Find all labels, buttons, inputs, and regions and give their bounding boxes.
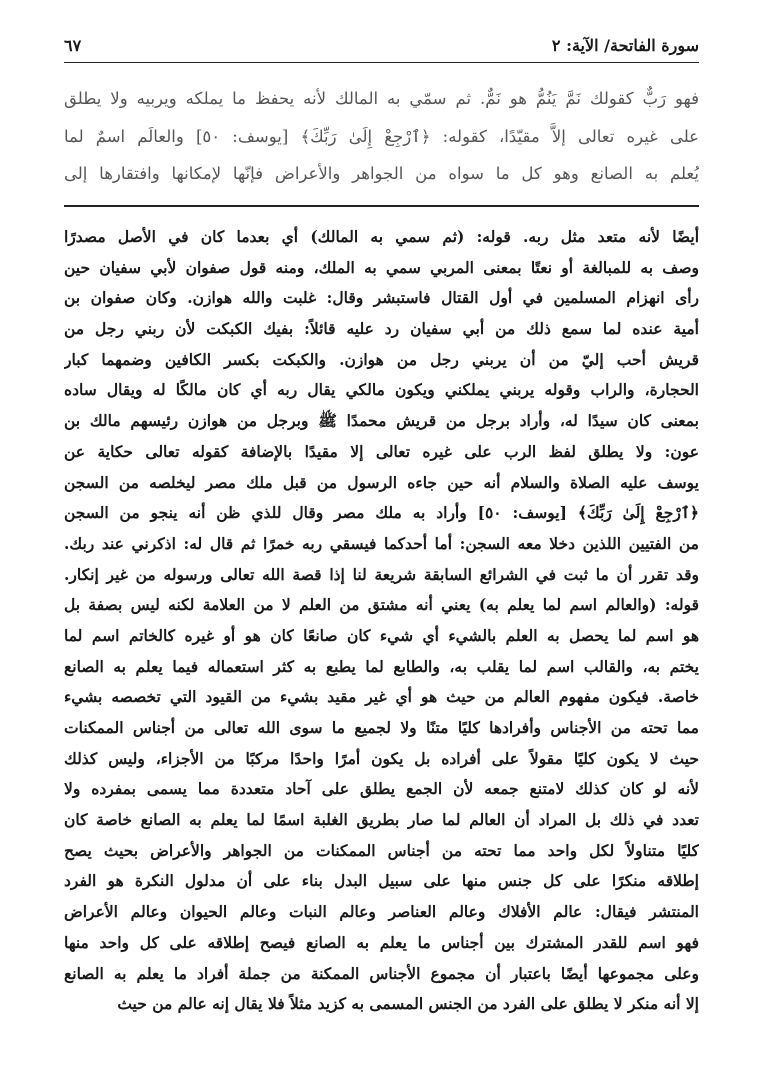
page-number: ٦٧ xyxy=(64,36,82,55)
text-line: يُعلم به الصانع وهو كل ما سواه من الجواهر والأعراض فإنّها لإمكانها وافتقارها إلى xyxy=(64,164,699,183)
text-line: يوسف عليه الصلاة والسلام أنه حين جاءه الرسول من قبل ملك مصر ليخلصه من السجن xyxy=(64,472,699,492)
text-line: فهو اسم للقدر المشترك بين أجناس ما يعلم به الصانع فيصح إطلاقه على كل واحد منها xyxy=(64,932,699,952)
text-line: تعدد في ذلك بل المراد أن العالم لما صار بطريق الغلبة اسمًا لما يعلم به الصانع خاصة كان xyxy=(64,810,699,830)
header-rule xyxy=(64,62,699,63)
commentary-text xyxy=(64,222,699,1067)
text-line: مما تحته من الأجناس وأفرادها كليًا متنًا ولا لجميع ما سوى الله تعالى من أجناس الممكنات xyxy=(64,718,699,737)
text-line: حيث لا يكون كليًا مقولاً على أفراده بل يكون أمرًا واحدًا مركبًا من الأجزاء، وليس كذلك xyxy=(64,748,699,768)
running-header xyxy=(64,30,699,60)
text-line: ﴿ٱرْجِعْ إِلَىٰ رَبِّكَ﴾ [يوسف: ٥٠] وأراد به ملك مصر وقال للذي ظن أنه ينجو من السجن xyxy=(64,503,699,523)
text-line: وقد تقرر أن ما ثبت في الشرائع السابقة شريعة لنا إذا قصة الله تعالى ورسوله من غير إنكار. xyxy=(64,564,699,584)
text-line: هو اسم لما يحصل به العلم بالشيء أي شيء كان صانعًا كان هو أو غيره كالخاتم اسم لما xyxy=(64,625,699,645)
commentary-separator-rule xyxy=(64,205,699,207)
text-line: المنتشر فيقال: عالم الأفلاك وعالم العناصر وعالم النبات وعالم الحيوان وعالم الأعراض xyxy=(64,902,699,922)
text-line: على غيره تعالى إلاَّ مقيّدًا، كقوله: ﴿ٱرْجِعْ إِلَىٰ رَبِّكَ﴾ [يوسف: ٥٠] والعالَم اسمٌ لما xyxy=(64,126,699,146)
text-line: خاصة. فيكون مفهوم العالم من حيث هو أي غير مقيد بشيء من القيود التي تخصصه بشيء xyxy=(64,687,699,707)
surah-title: سورة الفاتحة/ الآية: ٢ xyxy=(551,36,699,55)
main-text xyxy=(64,80,699,200)
text-line: فهو رَبٌّ كقولك نَمَّ يَنُمُّ هو نَمٌّ. ثم سمّي به المالك لأنه يحفظ ما يملكه ويربيه ولا يطلق xyxy=(64,89,699,108)
text-line: إطلاقه منكرًا على كل جنس منها على سبيل البدل بناء على أن مدلول النكرة هو الفرد xyxy=(64,871,699,891)
text-line: إلا أنه منكر لا يطلق على الفرد من الجنس المسمى به كزيد مثلاً فلا يقال إنه عالم من حيث xyxy=(117,994,699,1014)
text-line: بمعنى كان سيدًا له، وأراد برجل من قريش محمدًا ﷺ وبرجل من هوازن رئيسهم مالك بن xyxy=(64,411,699,431)
text-line: لأنه لو كان كذلك لامتنع جمعه لأن الجمع يطلق على آحاد متعددة مما يسمى بمفرده ولا xyxy=(64,779,699,799)
text-line: أمية عنده لما سمع ذلك من أبي سفيان رد عليه قائلاً: بفيك الكبكت لأن ربني رجل من xyxy=(64,319,699,339)
text-line: أيضًا لأنه متعد مثل ربه. قوله: (ثم سمي به المالك) أي بعدما كان في الأصل مصدرًا xyxy=(64,227,699,246)
text-line: كليًا متناولاً لكل واحد مما تحته من أجناس الممكنات من الجواهر والأعراض بحيث يصح xyxy=(64,840,699,860)
text-line: الحجارة، والراب وقوله يربني يملكني ويكون مالكي يقال ربه أي كان مالكًا له ويقال ساده xyxy=(64,380,699,400)
text-line: وعلى مجموعها أيضًا باعتبار أن مجموع الأجناس الممكنة من جملة أفراد ما يعلم به الصانع xyxy=(64,963,699,983)
text-line: من الفتيين اللذين دخلا معه السجن: أما أحدكما فيسقي ربه خمرًا ثم قال له: اذكرني عند ربك. xyxy=(64,533,699,553)
text-line: رأى انهزام المسلمين في أول القتال فاستبشر وقال: غلبت والله هوازن. وكان صفوان بن xyxy=(64,288,699,308)
text-line: عون: ولا يطلق لفظ الرب على غيره تعالى إلا مقيدًا بالإضافة كقوله تعالى حكاية عن xyxy=(64,441,699,461)
text-line: قريش أحب إليّ من أن يربني رجل من هوازن. والكبكت بكسر الكافين وضمهما كبار xyxy=(64,349,699,369)
text-line: قوله: (والعالم اسم لما يعلم به) يعني أنه مشتق من العلم لا من العلامة لكنه ليس بصفة بل xyxy=(64,595,699,615)
text-line: يختم به، والقالب اسم لما يقلب به، والطابع لما يطبع به كثر استعماله فيما يعلم به الصانع xyxy=(64,656,699,676)
text-line: وصف به للمبالغة أو نعتًا بمعنى المربي سمي به الملك، ومنه قول صفوان لأبي سفيان حين xyxy=(64,257,699,277)
